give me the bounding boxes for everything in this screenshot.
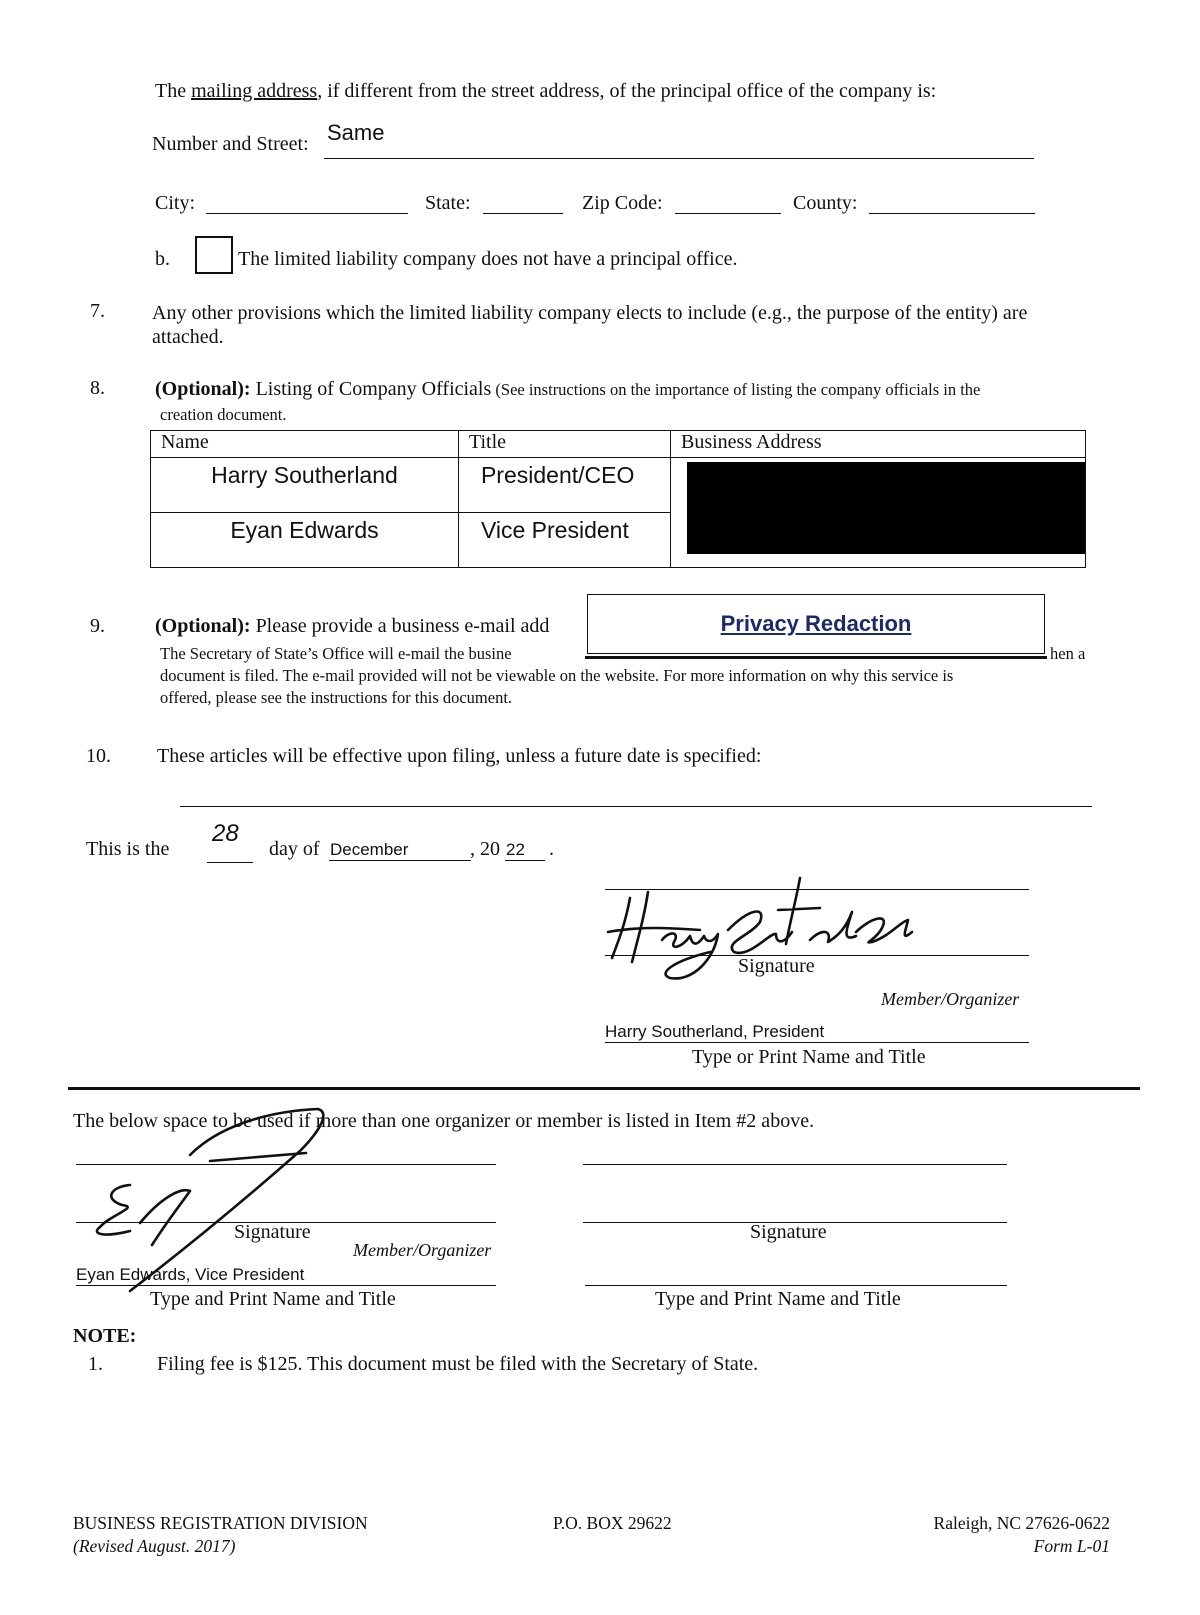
zip-line[interactable] (675, 213, 781, 214)
street-value[interactable]: Same (327, 120, 385, 145)
footer-revised: (Revised August. 2017) (73, 1536, 236, 1556)
city-line[interactable] (206, 213, 408, 214)
obscured-text-strikeline (585, 656, 1047, 659)
year-line (505, 860, 545, 861)
business-address-cell (671, 458, 1086, 568)
column-header-title: Title (458, 431, 670, 458)
item9-line3: document is filed. The e-mail provided will not be viewable on the website. For more information on why this service is (160, 666, 954, 685)
future-date-line[interactable] (180, 806, 1092, 807)
left-member-organizer-role: Member/Organizer (353, 1240, 492, 1260)
signature-label: Signature (738, 955, 815, 977)
table-row (151, 458, 1086, 513)
item9-line4: offered, please see the instructions for this document. (160, 688, 513, 707)
member-organizer-role: Member/Organizer (881, 989, 1020, 1009)
item7-number: 7. (90, 300, 105, 322)
note-text: Filing fee is $125. This document must be filed with the Secretary of State. (157, 1353, 759, 1375)
privacy-redaction-box: Privacy Redaction (587, 594, 1045, 654)
street-label: Number and Street: (152, 133, 309, 155)
official-name: Eyan Edwards (151, 513, 459, 568)
table-header-row (151, 431, 1086, 458)
item8-heading: (Optional): Listing of Company Officials (See instructions on the importance of listing the company officials in the (155, 378, 981, 400)
left-printed-name-value[interactable]: Eyan Edwards, Vice President (76, 1265, 305, 1284)
column-header-business-address: Business Address (671, 431, 1086, 458)
footer-form-number: Form L-01 (1033, 1536, 1110, 1556)
county-line[interactable] (869, 213, 1035, 214)
official-name: Harry Southerland (151, 458, 459, 513)
day-line (207, 862, 253, 863)
date-end: . (549, 838, 554, 860)
address-redaction-box (687, 462, 1085, 554)
street-line (324, 158, 1034, 159)
right-signature-label: Signature (750, 1221, 827, 1243)
footer-city: Raleigh, NC 27626-0622 (933, 1513, 1110, 1533)
printed-name-line (605, 1042, 1029, 1043)
column-header-name: Name (151, 431, 459, 458)
item9-line2-end: hen a (1050, 644, 1086, 663)
zip-label: Zip Code: (582, 192, 663, 214)
item10-text: These articles will be effective upon filing, unless a future date is specified: (157, 745, 762, 767)
left-signature-label: Signature (234, 1221, 311, 1243)
left-printed-name-line (76, 1285, 496, 1286)
item7-line2: attached. (152, 326, 224, 348)
date-prefix: This is the (86, 838, 170, 860)
left-printed-name-label: Type and Print Name and Title (150, 1288, 396, 1310)
item8-note-continued: creation document. (160, 405, 287, 424)
day-value[interactable]: 28 (212, 820, 239, 847)
city-label: City: (155, 192, 196, 214)
item7-line1: Any other provisions which the limited liability company elects to include (e.g., the purpose of the entity) are (152, 302, 1028, 324)
right-printed-name-label: Type and Print Name and Title (655, 1288, 901, 1310)
item-b-text: The limited liability company does not have a principal office. (238, 248, 738, 270)
item9-number: 9. (90, 615, 105, 637)
note-heading: NOTE: (73, 1325, 137, 1347)
official-title: President/CEO (458, 458, 670, 513)
month-line (329, 860, 471, 861)
date-mid: day of (269, 838, 320, 860)
state-label: State: (425, 192, 471, 214)
mailing-address-intro: The mailing address, if different from the street address, of the principal office of the company is: (155, 80, 937, 102)
below-space-text: The below space to be used if more than one organizer or member is listed in Item #2 above. (73, 1110, 815, 1132)
item-b-label: b. (155, 248, 170, 270)
official-title: Vice President (458, 513, 670, 568)
item9-line2-start: The Secretary of State’s Office will e-mail the busine (160, 644, 512, 663)
no-principal-office-checkbox[interactable] (195, 236, 233, 274)
month-value[interactable]: December (330, 840, 409, 859)
item10-number: 10. (86, 745, 111, 767)
item9-line1: (Optional): Please provide a business e-mail add (155, 615, 550, 637)
footer-division: BUSINESS REGISTRATION DIVISION (73, 1513, 368, 1533)
right-top-line (583, 1164, 1007, 1165)
company-officials-table (150, 430, 1086, 568)
printed-name-value[interactable]: Harry Southerland, President (605, 1022, 825, 1041)
printed-name-label: Type or Print Name and Title (692, 1046, 926, 1068)
right-printed-name-line[interactable] (585, 1285, 1007, 1286)
year-suffix[interactable]: 22 (506, 840, 525, 859)
item8-number: 8. (90, 377, 105, 399)
county-label: County: (793, 192, 858, 214)
state-line[interactable] (483, 213, 563, 214)
footer-pobox: P.O. BOX 29622 (553, 1513, 672, 1533)
year-prefix: , 20 (470, 838, 500, 860)
note-number: 1. (88, 1353, 103, 1375)
section-divider (68, 1087, 1140, 1090)
